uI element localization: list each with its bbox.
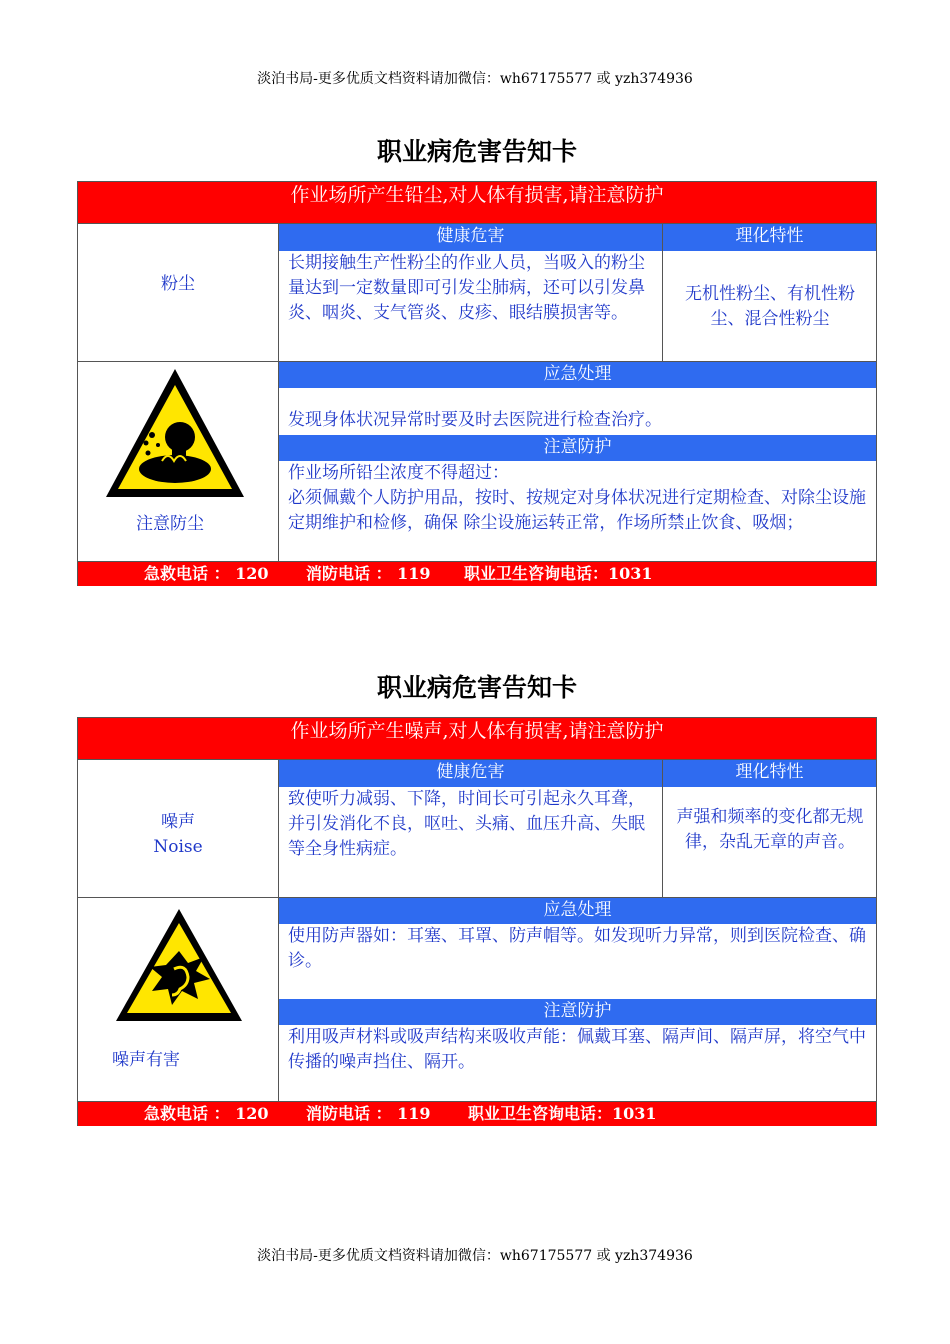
emergency-text: 使用防声器如：耳塞、耳罩、防声帽等。如发现听力异常，则到医院检查、确诊。 [288, 926, 866, 971]
emergency-header: 应急处理 [279, 898, 876, 924]
card-title: 职业病危害告知卡 [376, 673, 577, 702]
health-hazard-text: 致使听力减弱、下降，时间长可引起永久耳聋，并引发消化不良，呕吐、头痛、血压升高、失眠等全身性病症。 [288, 789, 645, 859]
property-header: 理化特性 [663, 224, 876, 251]
health-hazard-text: 长期接触生产性粉尘的作业人员，当吸入的粉尘量达到一定数量即可引发尘肺病，还可以引发鼻炎、咽炎、支气管炎、皮疹、眼结膜损害等。 [288, 253, 645, 323]
header-watermark: 淡泊书局-更多优质文档资料请加微信：wh67175577 或 yzh374936 [257, 71, 693, 87]
phone-occupational: 职业卫生咨询电话：1031 [468, 1104, 657, 1123]
phone-fire: 消防电话 ： 119 [306, 1104, 431, 1123]
footer-watermark: 淡泊书局-更多优质文档资料请加微信：wh67175577 或 yzh374936 [257, 1248, 693, 1264]
hazard-name-en: Noise [153, 837, 203, 857]
phone-occupational: 职业卫生咨询电话：1031 [464, 564, 653, 583]
health-hazard-header: 健康危害 [279, 224, 662, 251]
property-text: 声强和频率的变化都无规律，杂乱无章的声音。 [676, 807, 864, 852]
emergency-phones-bar [78, 561, 876, 586]
dust-warning-icon [102, 365, 248, 505]
health-hazard-header: 健康危害 [279, 760, 662, 787]
card-title: 职业病危害告知卡 [376, 137, 577, 166]
emergency-phones-bar [78, 1101, 876, 1126]
card-grid [77, 181, 877, 586]
property-header: 理化特性 [663, 760, 876, 787]
noise-warning-icon [112, 905, 246, 1029]
card-grid [77, 717, 877, 1126]
protection-text: 利用吸声材料或吸声结构来吸收声能：佩戴耳塞、隔声间、隔声屏，将空气中传播的噪声挡住、隔开。 [288, 1027, 866, 1072]
sign-caption: 噪声有害 [112, 1050, 180, 1070]
phone-emergency: 急救电话 ： 120 [144, 564, 269, 583]
emergency-header: 应急处理 [279, 362, 876, 388]
hazard-name: 噪声 Noise [78, 810, 278, 860]
protection-header: 注意防护 [279, 435, 876, 461]
protection-header: 注意防护 [279, 999, 876, 1025]
emergency-text: 发现身体状况异常时要及时去医院进行检查治疗。 [288, 410, 662, 430]
hazard-name: 粉尘 [161, 274, 195, 294]
property-text: 无机性粉尘、有机性粉尘、混合性粉尘 [685, 284, 855, 329]
protection-text: 作业场所铅尘浓度不得超过： 必须佩戴个人防护用品，按时、按规定对身体状况进行定期检查、对除尘设施定期维护和检修，确保 除尘设施运转正常，作场所禁止饮食、吸烟； [288, 463, 866, 533]
phone-emergency: 急救电话 ： 120 [144, 1104, 269, 1123]
sign-caption: 注意防尘 [136, 514, 204, 534]
phone-fire: 消防电话 ： 119 [306, 564, 431, 583]
warning-banner: 作业场所产生铅尘,对人体有损害,请注意防护 [78, 182, 876, 224]
warning-banner: 作业场所产生噪声,对人体有损害,请注意防护 [78, 718, 876, 760]
